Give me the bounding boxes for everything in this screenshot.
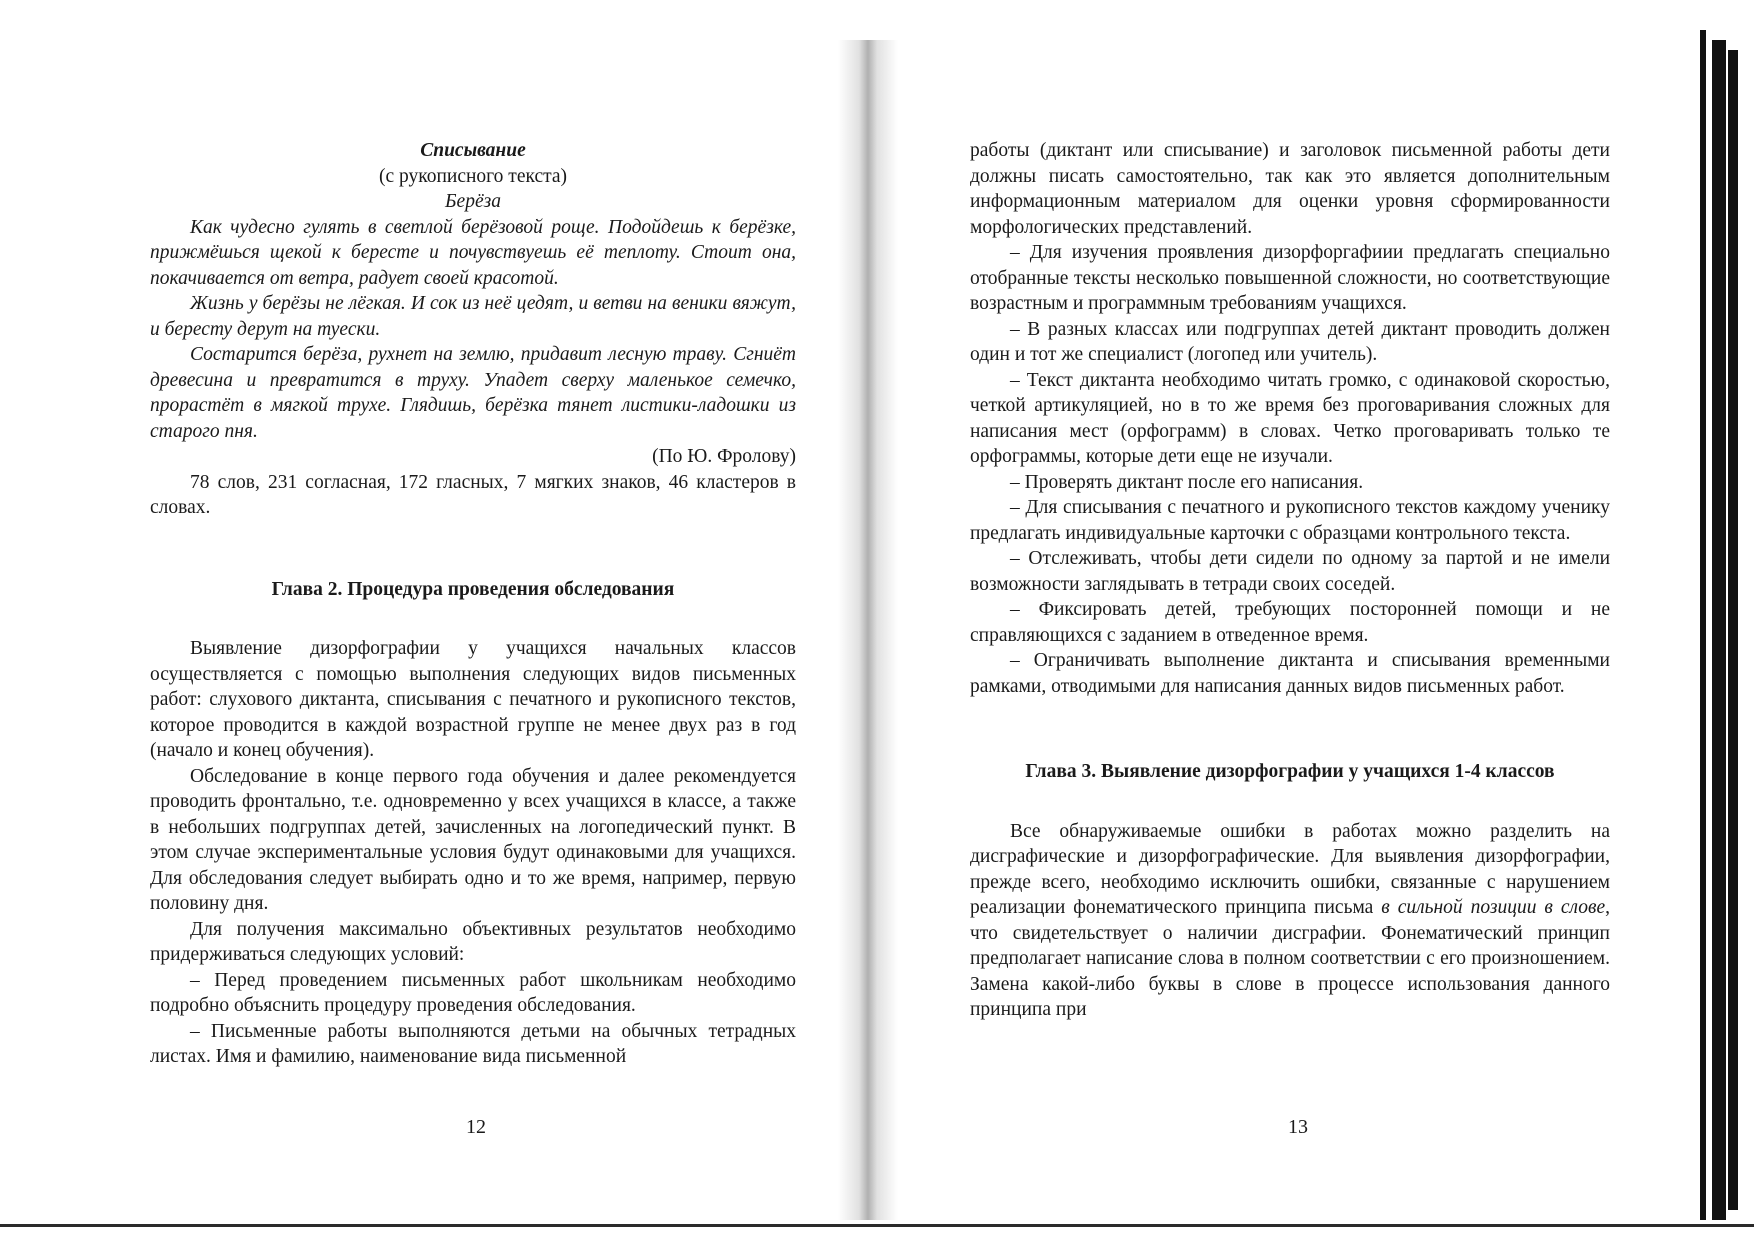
cover-edge — [1712, 40, 1726, 1220]
right-page — [970, 138, 1610, 1023]
text-title: Берёза — [445, 191, 501, 212]
book-gutter-shadow — [838, 40, 898, 1220]
section-title: Списывание — [420, 140, 526, 161]
list-item: – Ограничивать выполнение диктанта и списывания временными рамками, отводимыми для написания данных видов письменных работ. — [970, 650, 1610, 697]
body-paragraph: работы (диктант или списывание) и заголовок письменной работы дети должны писать самостоятельно, так как это является дополнительным информационным материалом для оценки уровня сформированности морфологических представлений. — [970, 140, 1610, 238]
list-item: – В разных классах или подгруппах детей диктант проводить должен один и тот же специалист (логопед или учитель). — [970, 318, 1610, 365]
section-subtitle: (с рукописного текста) — [378, 165, 568, 187]
list-item: – Текст диктанта необходимо читать громко, с одинаковой скоростью, четкой артикуляцией, но в то же время без проговаривания сложных для написания мест (орфограмм) в словах. Четко проговаривать только те орфограммы, которые дети еще не изучали. — [970, 369, 1610, 467]
chapter-title: Глава 3. Выявление дизорфографии у учащихся 1-4 классов — [1025, 761, 1555, 782]
body-text-emphasis: в сильной позиции в слове — [1381, 897, 1606, 918]
list-item: – Для изучения проявления дизорфоргафиии предлагать специально отобранные тексты несколько повышенной сложности, но соответствующие возрастным и программным требованиям учащихся. — [970, 242, 1610, 314]
body-text: Все обнаруживаемые ошибки в работах можно разделить на дисграфические и дизорфографические. Для выявления дизорфографии, прежде всего, необходимо исключить ошибки, связанные с нарушением реализации фонематического принципа письма — [970, 820, 1610, 918]
text-stats: 78 слов, 231 согласная, 172 гласных, 7 мягких знаков, 46 кластеров в словах. — [150, 471, 796, 518]
body-text: , что свидетельствует о наличии дисграфии. Фонематический принцип предполагает написание слова в полном соответствии с его произношением. Замена какой-либо буквы в слове в процессе использования данного принципа при — [970, 897, 1610, 1020]
cover-edge — [1700, 30, 1706, 1220]
body-paragraph: Обследование в конце первого года обучения и далее рекомендуется проводить фронтально, т.е. одновременно у всех учащихся в классе, а также в небольших подгруппах детей, зачисленных на логопедический пункт. В этом случае экспериментальные условия будут одинаковыми для учащихся. Для обследования следует выбирать одно и то же время, например, первую половину дня. — [150, 765, 796, 914]
chapter-title: Глава 2. Процедура проведения обследования — [271, 578, 675, 600]
text-paragraph: Жизнь у берёзы не лёгкая. И сок из неё цедят, и ветви на веники вяжут, и бересту дерут на туески. — [150, 293, 796, 340]
page-number-left: 12 — [466, 1116, 486, 1138]
text-paragraph: Как чудесно гулять в светлой берёзовой роще. Подойдешь к берёзке, прижмёшься щекой к бересте и почувствуешь её теплоту. Стоит она, покачивается от ветра, радует своей красотой. — [150, 216, 796, 289]
cover-edge — [1728, 50, 1738, 1210]
list-item: – Для списывания с печатного и рукописного текстов каждому ученику предлагать индивидуальные карточки с образцами контрольного текста. — [970, 497, 1610, 544]
attribution: (По Ю. Фролову) — [652, 446, 796, 467]
body-paragraph: Для получения максимально объективных результатов необходимо придерживаться следующих условий: — [150, 918, 796, 965]
scan-bottom-edge — [0, 1224, 1754, 1227]
text-paragraph: Состарится берёза, рухнет на землю, придавит лесную траву. Сгниёт древесина и превратится в труху. Упадет сверху маленькое семечко, прорастёт в мягкой трухе. Глядишь, берёзка тянет листики-ладошки из старого пня. — [150, 344, 796, 442]
body-paragraph: – Перед проведением письменных работ школьникам необходимо подробно объяснить процедуру проведения обследования. — [150, 969, 796, 1016]
list-item: – Отслеживать, чтобы дети сидели по одному за партой и не имели возможности заглядывать в тетради своих соседей. — [970, 548, 1610, 595]
left-page — [150, 138, 796, 1070]
list-item: – Проверять диктант после его написания. — [1010, 471, 1364, 493]
list-item: – Фиксировать детей, требующих посторонней помощи и не справляющихся с заданием в отведенное время. — [970, 599, 1610, 646]
page-number-right: 13 — [1288, 1116, 1308, 1138]
body-paragraph: – Письменные работы выполняются детьми на обычных тетрадных листах. Имя и фамилию, наименование вида письменной — [150, 1020, 796, 1067]
body-paragraph: Выявление дизорфографии у учащихся начальных классов осуществляется с помощью выполнения следующих видов письменных работ: слухового диктанта, списывания с печатного и рукописного текстов, которое проводится в каждой возрастной группе не менее двух раз в год (начало и конец обучения). — [150, 638, 796, 761]
body-paragraph — [970, 819, 1610, 1023]
